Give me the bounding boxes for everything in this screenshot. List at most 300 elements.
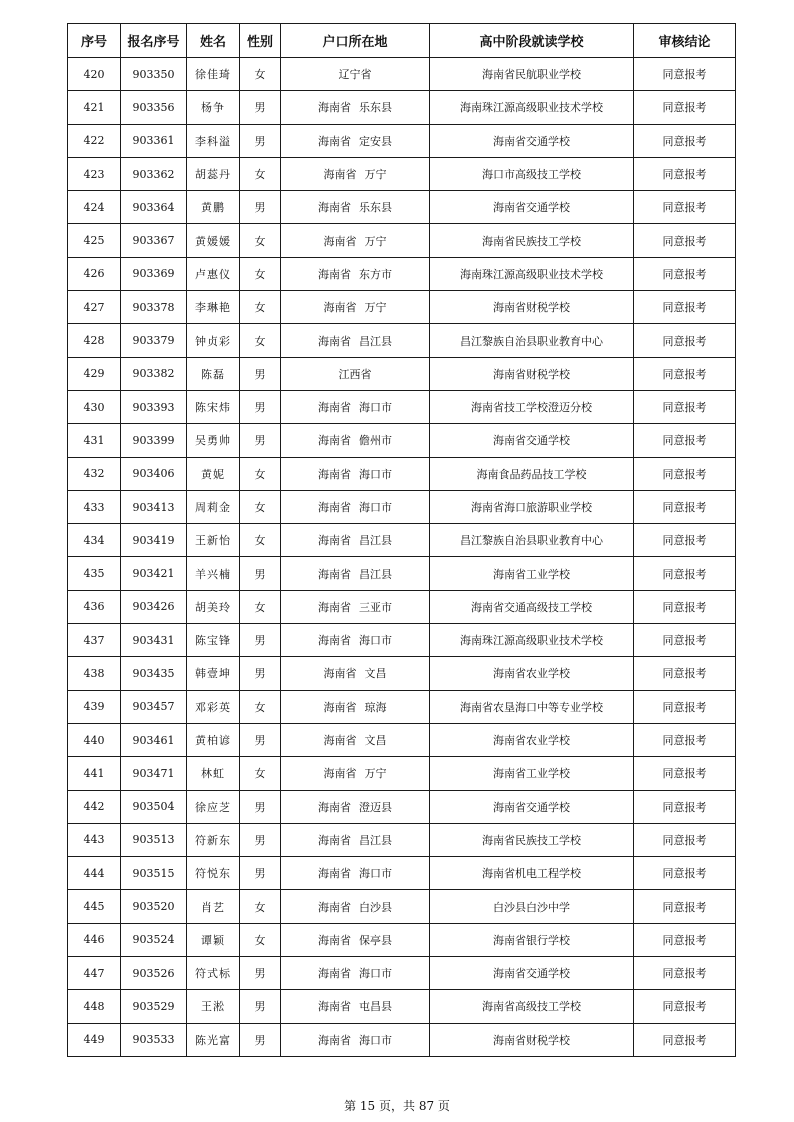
- cell-reg-no: 903350: [121, 58, 187, 91]
- cell-reg-no: 903435: [121, 657, 187, 690]
- hukou-province: 海南省: [323, 301, 357, 315]
- cell-hukou: [281, 1023, 430, 1056]
- hukou-province: 海南省: [323, 700, 357, 714]
- table-row: [68, 790, 736, 823]
- cell-result: 同意报考: [634, 357, 736, 390]
- hukou-city: 昌江县: [359, 334, 392, 348]
- cell-gender: 男: [240, 723, 281, 756]
- cell-gender: 男: [240, 424, 281, 457]
- cell-seq: 436: [68, 590, 121, 623]
- cell-seq: 420: [68, 58, 121, 91]
- hukou-province: 海南省: [318, 900, 351, 914]
- cell-result: 同意报考: [634, 490, 736, 523]
- cell-school: 海南省农业学校: [430, 657, 634, 690]
- hukou-province: 海南省: [318, 401, 351, 415]
- cell-hukou: [281, 157, 430, 190]
- cell-school: 海南省民族技工学校: [430, 823, 634, 856]
- cell-gender: 女: [240, 690, 281, 723]
- cell-school: 海南珠江源高级职业技术学校: [430, 257, 634, 290]
- cell-gender: 女: [240, 157, 281, 190]
- cell-result: 同意报考: [634, 157, 736, 190]
- cell-gender: 女: [240, 757, 281, 790]
- cell-seq: 443: [68, 823, 121, 856]
- header-reg-no: 报名序号: [121, 24, 187, 58]
- cell-seq: 430: [68, 390, 121, 423]
- cell-school: 海口市高级技工学校: [430, 157, 634, 190]
- cell-result: 同意报考: [634, 58, 736, 91]
- cell-gender: 女: [240, 590, 281, 623]
- cell-name: 卢惠仪: [187, 257, 240, 290]
- cell-name: 陈宝锋: [187, 624, 240, 657]
- cell-reg-no: 903515: [121, 857, 187, 890]
- cell-gender: 男: [240, 357, 281, 390]
- hukou-province: 海南省: [318, 800, 351, 814]
- cell-result: 同意报考: [634, 990, 736, 1023]
- hukou-province: 江西省: [338, 367, 372, 381]
- cell-gender: 男: [240, 624, 281, 657]
- cell-hukou: [281, 357, 430, 390]
- cell-gender: 男: [240, 191, 281, 224]
- hukou-province: 海南省: [318, 267, 351, 281]
- cell-hukou: [281, 790, 430, 823]
- cell-name: 吴勇帅: [187, 424, 240, 457]
- cell-seq: 440: [68, 723, 121, 756]
- cell-reg-no: 903529: [121, 990, 187, 1023]
- cell-seq: 446: [68, 923, 121, 956]
- hukou-province: 海南省: [323, 234, 357, 248]
- cell-school: 海南省银行学校: [430, 923, 634, 956]
- cell-seq: 432: [68, 457, 121, 490]
- cell-seq: 441: [68, 757, 121, 790]
- hukou-province: 海南省: [318, 434, 351, 448]
- cell-gender: 男: [240, 857, 281, 890]
- footer-total-pages: 87: [418, 1099, 435, 1113]
- cell-name: 杨争: [187, 91, 240, 124]
- cell-name: 徐佳琦: [187, 58, 240, 91]
- cell-hukou: [281, 457, 430, 490]
- hukou-city: 定安县: [359, 134, 392, 148]
- table-row: [68, 291, 736, 324]
- header-gender: 性别: [240, 24, 281, 58]
- cell-hukou: [281, 557, 430, 590]
- cell-seq: 435: [68, 557, 121, 590]
- cell-school: 海南省高级技工学校: [430, 990, 634, 1023]
- cell-reg-no: 903393: [121, 390, 187, 423]
- cell-result: 同意报考: [634, 191, 736, 224]
- cell-gender: 男: [240, 124, 281, 157]
- cell-seq: 438: [68, 657, 121, 690]
- cell-hukou: [281, 91, 430, 124]
- cell-hukou: [281, 857, 430, 890]
- cell-name: 钟贞彩: [187, 324, 240, 357]
- cell-hukou: [281, 390, 430, 423]
- cell-seq: 427: [68, 291, 121, 324]
- hukou-city: 昌江县: [359, 833, 392, 847]
- cell-gender: 女: [240, 324, 281, 357]
- cell-school: 海南省交通高级技工学校: [430, 590, 634, 623]
- cell-result: 同意报考: [634, 524, 736, 557]
- cell-school: 海南省民航职业学校: [430, 58, 634, 91]
- cell-reg-no: 903533: [121, 1023, 187, 1056]
- cell-gender: 女: [240, 257, 281, 290]
- cell-school: 海南省交通学校: [430, 790, 634, 823]
- hukou-city: 海口市: [359, 501, 392, 514]
- cell-gender: 男: [240, 823, 281, 856]
- cell-hukou: [281, 590, 430, 623]
- cell-school: 昌江黎族自治县职业教育中心: [430, 524, 634, 557]
- table-row: [68, 823, 736, 856]
- cell-school: 白沙县白沙中学: [430, 890, 634, 923]
- cell-hukou: [281, 823, 430, 856]
- cell-name: 黄鹏: [187, 191, 240, 224]
- hukou-city: 万宁: [364, 301, 387, 315]
- cell-reg-no: 903364: [121, 191, 187, 224]
- hukou-province: 海南省: [318, 101, 351, 115]
- table-row: [68, 257, 736, 290]
- hukou-province: 海南省: [323, 667, 357, 681]
- header-hukou: 户口所在地: [281, 24, 430, 58]
- cell-name: 胡蕊丹: [187, 157, 240, 190]
- cell-school: 海南食品药品技工学校: [430, 457, 634, 490]
- cell-result: 同意报考: [634, 224, 736, 257]
- cell-gender: 男: [240, 957, 281, 990]
- table-row: [68, 890, 736, 923]
- cell-seq: 447: [68, 957, 121, 990]
- student-roster-table: [67, 23, 736, 1057]
- cell-school: 海南省农业学校: [430, 723, 634, 756]
- cell-result: 同意报考: [634, 1023, 736, 1056]
- cell-result: 同意报考: [634, 624, 736, 657]
- cell-reg-no: 903471: [121, 757, 187, 790]
- cell-reg-no: 903461: [121, 723, 187, 756]
- cell-result: 同意报考: [634, 857, 736, 890]
- cell-school: 海南省交通学校: [430, 957, 634, 990]
- cell-hukou: [281, 324, 430, 357]
- cell-name: 谭颖: [187, 923, 240, 956]
- cell-reg-no: 903513: [121, 823, 187, 856]
- table-row: [68, 224, 736, 257]
- hukou-city: 海口市: [359, 401, 392, 415]
- cell-result: 同意报考: [634, 291, 736, 324]
- cell-hukou: [281, 957, 430, 990]
- hukou-city: 海口市: [359, 634, 392, 648]
- table-row: [68, 723, 736, 756]
- cell-name: 符式标: [187, 957, 240, 990]
- cell-school: 海南省交通学校: [430, 424, 634, 457]
- cell-reg-no: 903413: [121, 490, 187, 523]
- table-row: [68, 58, 736, 91]
- cell-seq: 421: [68, 91, 121, 124]
- table-row: [68, 557, 736, 590]
- table-row: [68, 91, 736, 124]
- hukou-city: 乐东县: [359, 101, 392, 115]
- cell-name: 陈光富: [187, 1023, 240, 1056]
- table-row: [68, 657, 736, 690]
- hukou-province: 海南省: [318, 467, 351, 481]
- cell-name: 王淞: [187, 990, 240, 1023]
- cell-gender: 男: [240, 557, 281, 590]
- hukou-province: 海南省: [318, 134, 351, 148]
- cell-reg-no: 903520: [121, 890, 187, 923]
- cell-seq: 445: [68, 890, 121, 923]
- cell-gender: 女: [240, 490, 281, 523]
- cell-reg-no: 903369: [121, 257, 187, 290]
- header-result: 审核结论: [634, 24, 736, 58]
- hukou-province: 海南省: [318, 501, 351, 514]
- cell-seq: 433: [68, 490, 121, 523]
- cell-hukou: [281, 657, 430, 690]
- footer-middle: 页，共: [375, 1099, 419, 1113]
- cell-hukou: [281, 58, 430, 91]
- cell-gender: 男: [240, 790, 281, 823]
- table-row: [68, 690, 736, 723]
- table-row: [68, 990, 736, 1023]
- cell-reg-no: 903426: [121, 590, 187, 623]
- cell-result: 同意报考: [634, 457, 736, 490]
- header-school: 高中阶段就读学校: [430, 24, 634, 58]
- table-header: [68, 24, 736, 58]
- cell-gender: 男: [240, 390, 281, 423]
- cell-school: 海南省财税学校: [430, 357, 634, 390]
- cell-hukou: [281, 257, 430, 290]
- cell-reg-no: 903526: [121, 957, 187, 990]
- table-row: [68, 424, 736, 457]
- page-footer: [0, 1097, 794, 1114]
- cell-result: 同意报考: [634, 657, 736, 690]
- hukou-province: 海南省: [318, 534, 351, 548]
- cell-school: 海南省农垦海口中等专业学校: [430, 690, 634, 723]
- cell-hukou: [281, 923, 430, 956]
- cell-name: 徐应芝: [187, 790, 240, 823]
- cell-school: 海南省工业学校: [430, 557, 634, 590]
- table-row: [68, 1023, 736, 1056]
- cell-gender: 男: [240, 91, 281, 124]
- cell-name: 李琳艳: [187, 291, 240, 324]
- cell-name: 陈宋炜: [187, 390, 240, 423]
- table-row: [68, 923, 736, 956]
- cell-result: 同意报考: [634, 124, 736, 157]
- cell-gender: 男: [240, 657, 281, 690]
- hukou-city: 屯昌县: [359, 1000, 392, 1014]
- table-row: [68, 191, 736, 224]
- hukou-city: 海口市: [359, 967, 392, 981]
- cell-reg-no: 903356: [121, 91, 187, 124]
- cell-hukou: [281, 624, 430, 657]
- cell-school: 昌江黎族自治县职业教育中心: [430, 324, 634, 357]
- cell-name: 李科溢: [187, 124, 240, 157]
- cell-name: 王新怡: [187, 524, 240, 557]
- cell-result: 同意报考: [634, 91, 736, 124]
- hukou-city: 琼海: [364, 700, 387, 714]
- cell-hukou: [281, 690, 430, 723]
- cell-school: 海南省财税学校: [430, 291, 634, 324]
- cell-result: 同意报考: [634, 557, 736, 590]
- cell-seq: 437: [68, 624, 121, 657]
- hukou-province: 海南省: [318, 867, 351, 881]
- footer-prefix: 第: [344, 1099, 360, 1113]
- table-row: [68, 357, 736, 390]
- hukou-city: 文昌: [364, 667, 387, 681]
- cell-school: 海南省民族技工学校: [430, 224, 634, 257]
- cell-seq: 423: [68, 157, 121, 190]
- cell-result: 同意报考: [634, 690, 736, 723]
- cell-name: 符新东: [187, 823, 240, 856]
- cell-reg-no: 903504: [121, 790, 187, 823]
- hukou-city: 保亭县: [359, 933, 392, 947]
- cell-hukou: [281, 890, 430, 923]
- cell-school: 海南省机电工程学校: [430, 857, 634, 890]
- cell-school: 海南省技工学校澄迈分校: [430, 390, 634, 423]
- cell-hukou: [281, 191, 430, 224]
- hukou-city: 万宁: [364, 168, 387, 182]
- cell-seq: 439: [68, 690, 121, 723]
- hukou-city: 澄迈县: [359, 800, 392, 814]
- cell-hukou: [281, 291, 430, 324]
- cell-name: 胡美玲: [187, 590, 240, 623]
- cell-reg-no: 903419: [121, 524, 187, 557]
- cell-seq: 424: [68, 191, 121, 224]
- cell-result: 同意报考: [634, 923, 736, 956]
- table-row: [68, 590, 736, 623]
- hukou-province: 海南省: [318, 1033, 351, 1047]
- cell-school: 海南省交通学校: [430, 191, 634, 224]
- hukou-province: 辽宁省: [338, 68, 372, 82]
- hukou-city: 昌江县: [359, 567, 392, 581]
- table-row: [68, 524, 736, 557]
- table-row: [68, 324, 736, 357]
- cell-result: 同意报考: [634, 823, 736, 856]
- table-row: [68, 857, 736, 890]
- table-row: [68, 757, 736, 790]
- cell-hukou: [281, 723, 430, 756]
- hukou-city: 儋州市: [359, 434, 392, 448]
- hukou-city: 文昌: [364, 734, 387, 748]
- cell-name: 林虹: [187, 757, 240, 790]
- cell-name: 韩壹坤: [187, 657, 240, 690]
- hukou-city: 东方市: [359, 267, 392, 281]
- cell-name: 黄媛媛: [187, 224, 240, 257]
- cell-gender: 男: [240, 1023, 281, 1056]
- cell-reg-no: 903399: [121, 424, 187, 457]
- cell-name: 邓彩英: [187, 690, 240, 723]
- cell-reg-no: 903457: [121, 690, 187, 723]
- hukou-city: 三亚市: [359, 600, 392, 614]
- cell-gender: 女: [240, 923, 281, 956]
- hukou-province: 海南省: [323, 168, 357, 182]
- cell-hukou: [281, 124, 430, 157]
- cell-seq: 449: [68, 1023, 121, 1056]
- hukou-province: 海南省: [318, 833, 351, 847]
- cell-reg-no: 903431: [121, 624, 187, 657]
- cell-gender: 女: [240, 890, 281, 923]
- header-seq: 序号: [68, 24, 121, 58]
- cell-result: 同意报考: [634, 424, 736, 457]
- table-row: [68, 457, 736, 490]
- cell-result: 同意报考: [634, 590, 736, 623]
- hukou-city: 海口市: [359, 867, 392, 881]
- table-row: [68, 124, 736, 157]
- cell-reg-no: 903367: [121, 224, 187, 257]
- cell-reg-no: 903379: [121, 324, 187, 357]
- cell-school: 海南省财税学校: [430, 1023, 634, 1056]
- table-row: [68, 957, 736, 990]
- hukou-province: 海南省: [318, 334, 351, 348]
- hukou-province: 海南省: [318, 600, 351, 614]
- cell-seq: 426: [68, 257, 121, 290]
- cell-reg-no: 903382: [121, 357, 187, 390]
- table-row: [68, 490, 736, 523]
- hukou-province: 海南省: [323, 767, 357, 781]
- hukou-city: 万宁: [364, 767, 387, 781]
- cell-name: 黄柏谚: [187, 723, 240, 756]
- cell-reg-no: 903378: [121, 291, 187, 324]
- cell-seq: 442: [68, 790, 121, 823]
- hukou-province: 海南省: [318, 933, 351, 947]
- hukou-province: 海南省: [318, 201, 351, 215]
- cell-seq: 425: [68, 224, 121, 257]
- cell-result: 同意报考: [634, 790, 736, 823]
- cell-school: 海南省工业学校: [430, 757, 634, 790]
- table-row: [68, 390, 736, 423]
- header-name: 姓名: [187, 24, 240, 58]
- cell-gender: 女: [240, 457, 281, 490]
- cell-seq: 434: [68, 524, 121, 557]
- cell-gender: 女: [240, 291, 281, 324]
- hukou-province: 海南省: [318, 967, 351, 981]
- cell-seq: 444: [68, 857, 121, 890]
- table-row: [68, 624, 736, 657]
- cell-school: 海南省海口旅游职业学校: [430, 490, 634, 523]
- cell-reg-no: 903406: [121, 457, 187, 490]
- cell-name: 陈磊: [187, 357, 240, 390]
- cell-school: 海南省交通学校: [430, 124, 634, 157]
- hukou-city: 白沙县: [359, 900, 392, 914]
- hukou-city: 海口市: [359, 467, 392, 481]
- cell-result: 同意报考: [634, 957, 736, 990]
- cell-result: 同意报考: [634, 257, 736, 290]
- cell-gender: 男: [240, 990, 281, 1023]
- table-row: [68, 157, 736, 190]
- hukou-province: 海南省: [318, 634, 351, 648]
- header-row: [68, 24, 736, 58]
- cell-seq: 431: [68, 424, 121, 457]
- cell-reg-no: 903524: [121, 923, 187, 956]
- cell-name: 符悦东: [187, 857, 240, 890]
- cell-seq: 448: [68, 990, 121, 1023]
- cell-result: 同意报考: [634, 324, 736, 357]
- cell-gender: 女: [240, 524, 281, 557]
- cell-name: 周莉金: [187, 490, 240, 523]
- hukou-city: 海口市: [359, 1033, 392, 1047]
- cell-seq: 428: [68, 324, 121, 357]
- hukou-city: 乐东县: [359, 201, 392, 215]
- footer-page-number: 15: [359, 1099, 376, 1113]
- cell-name: 肖艺: [187, 890, 240, 923]
- cell-reg-no: 903421: [121, 557, 187, 590]
- hukou-city: 昌江县: [359, 534, 392, 548]
- cell-reg-no: 903362: [121, 157, 187, 190]
- cell-school: 海南珠江源高级职业技术学校: [430, 624, 634, 657]
- footer-suffix: 页: [434, 1099, 450, 1113]
- cell-hukou: [281, 224, 430, 257]
- hukou-province: 海南省: [323, 734, 357, 748]
- cell-hukou: [281, 990, 430, 1023]
- hukou-city: 万宁: [364, 234, 387, 248]
- cell-hukou: [281, 490, 430, 523]
- cell-school: 海南珠江源高级职业技术学校: [430, 91, 634, 124]
- cell-result: 同意报考: [634, 890, 736, 923]
- cell-name: 黄妮: [187, 457, 240, 490]
